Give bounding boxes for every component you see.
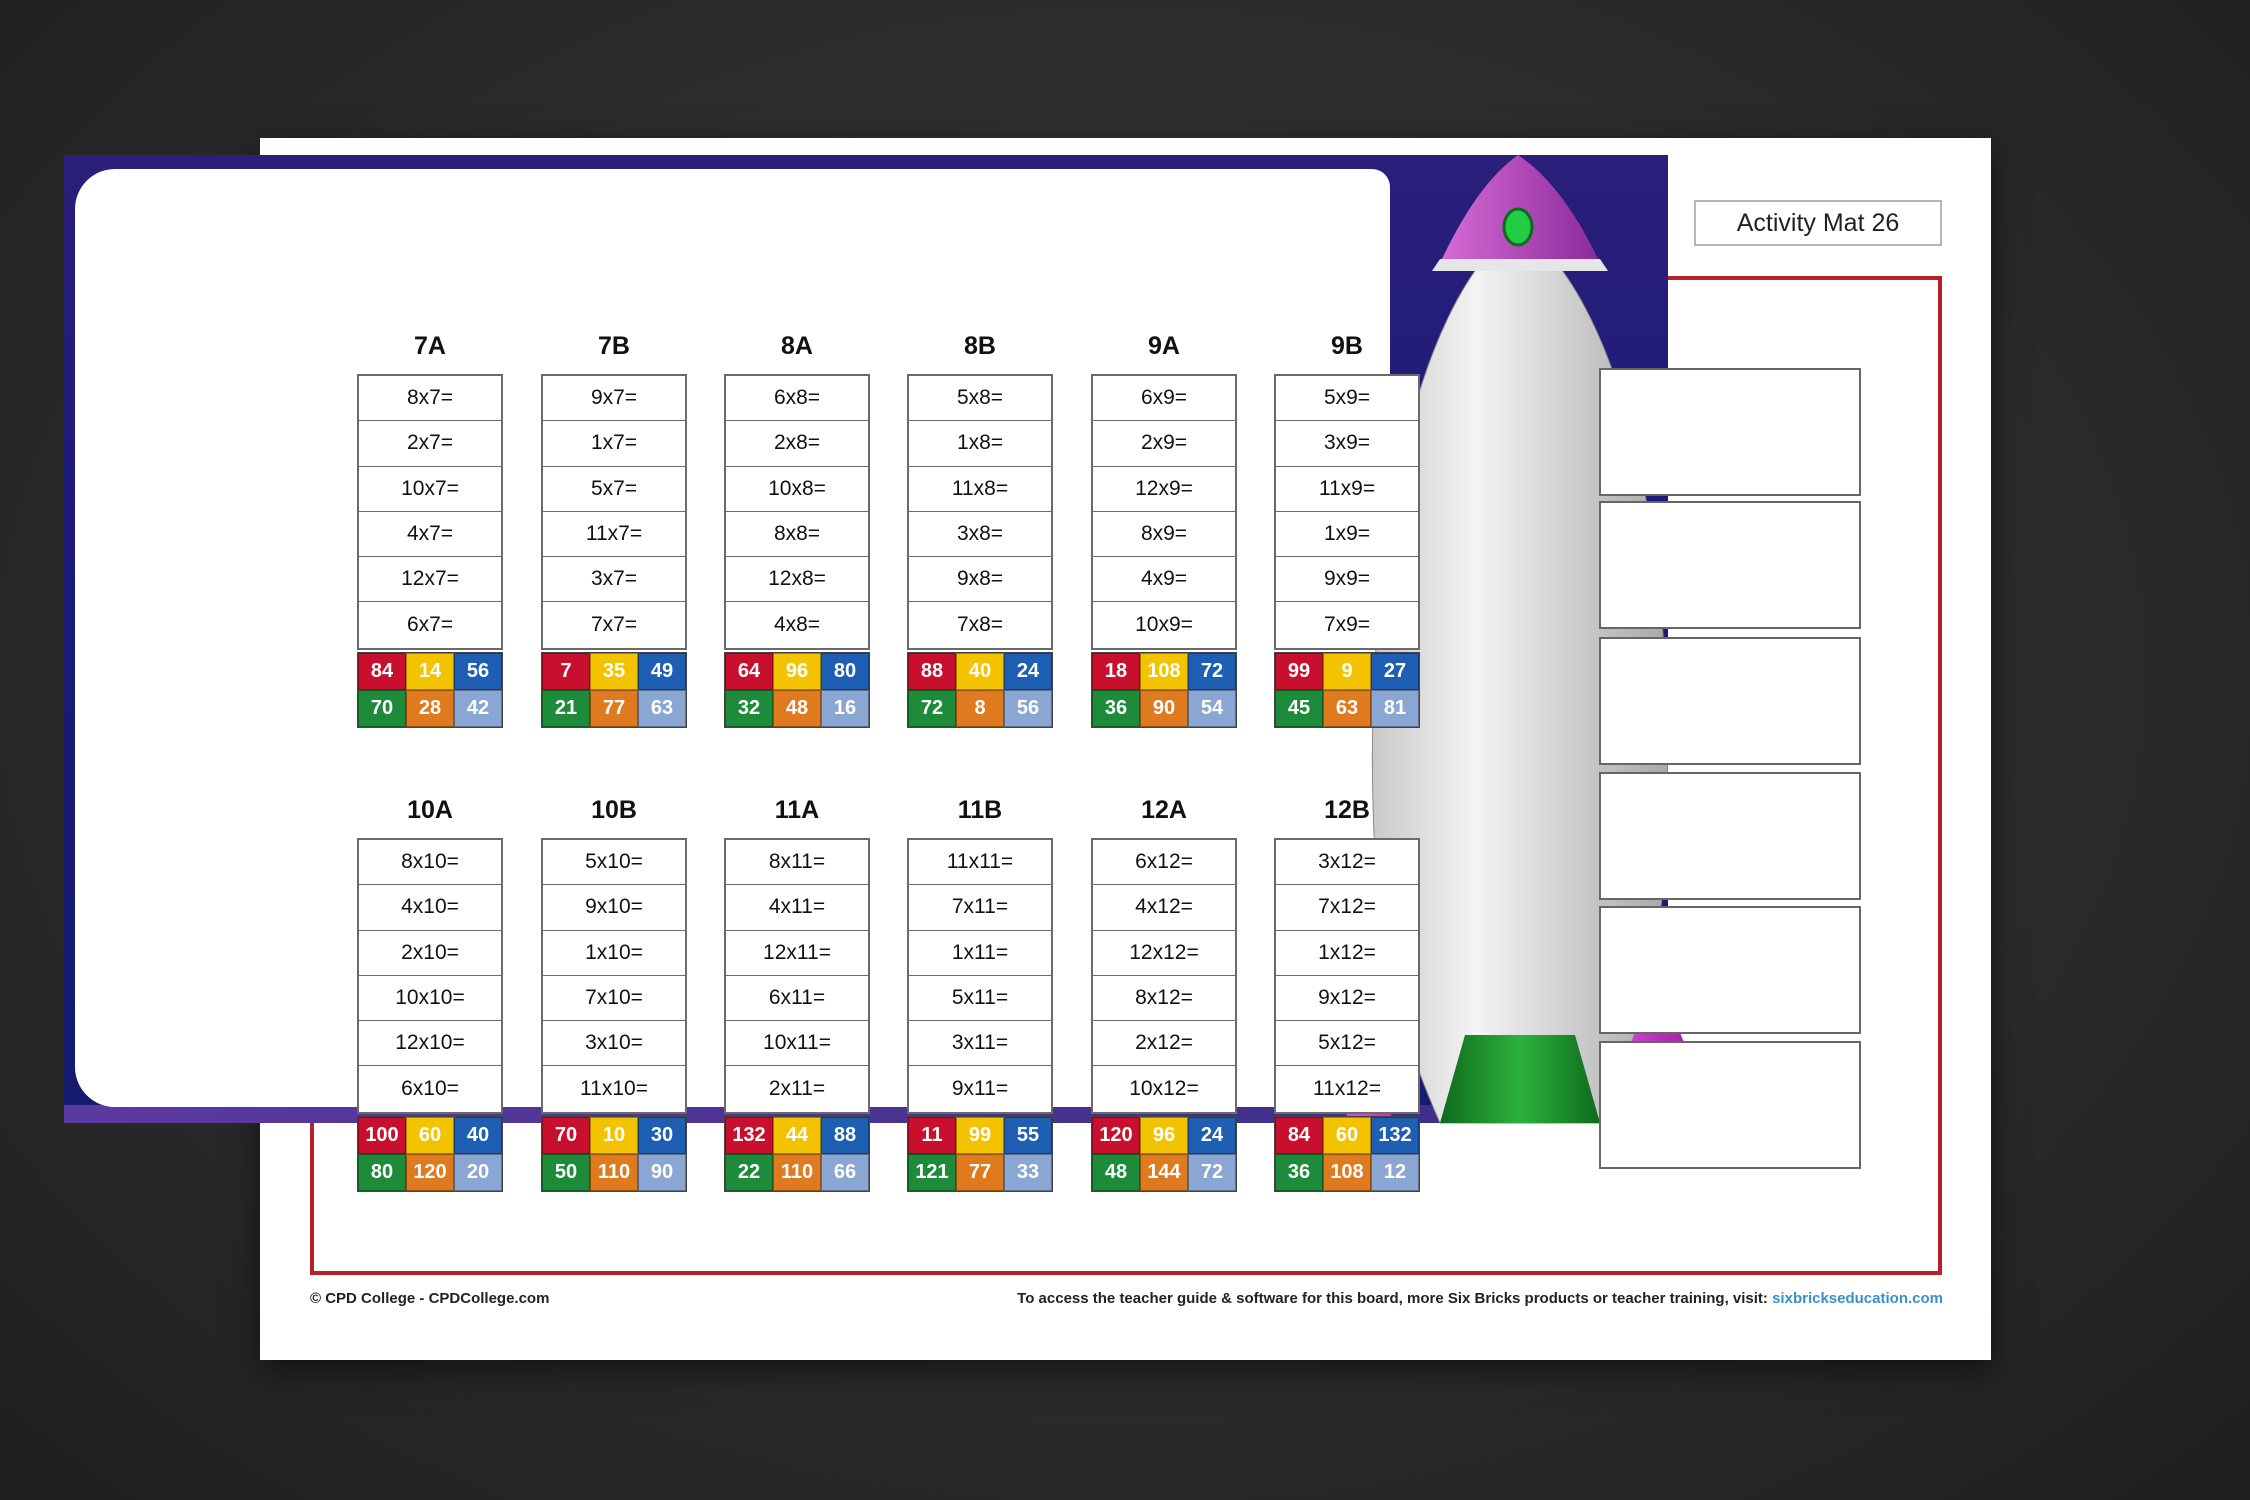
question: 4x9= (1093, 557, 1235, 602)
answer-brick[interactable]: 11 (908, 1117, 956, 1154)
answer-bricks (541, 652, 687, 728)
question: 6x12= (1093, 840, 1235, 885)
question: 11x12= (1313, 1077, 1381, 1101)
group-label: 8B (964, 332, 996, 360)
answer-brick[interactable]: 45 (1275, 690, 1323, 727)
answer-slot[interactable] (1599, 906, 1861, 1034)
question: 7x10= (543, 976, 685, 1021)
group-label: 8A (781, 332, 813, 360)
answer-brick[interactable]: 8 (956, 690, 1004, 727)
question: 8x8= (726, 512, 868, 557)
answer-brick[interactable]: 60 (406, 1117, 454, 1154)
answer-brick[interactable]: 110 (590, 1154, 638, 1191)
question: 3x10= (543, 1021, 685, 1066)
answer-brick[interactable]: 84 (1275, 1117, 1323, 1154)
answer-brick[interactable]: 42 (454, 690, 502, 727)
answer-brick[interactable]: 72 (908, 690, 956, 727)
answer-brick[interactable]: 144 (1140, 1154, 1188, 1191)
question: 5x8= (909, 376, 1051, 421)
answer-bricks (357, 1116, 503, 1192)
answer-brick[interactable]: 36 (1275, 1154, 1323, 1191)
question: 11x11= (909, 840, 1051, 885)
answer-bricks (907, 1116, 1053, 1192)
footer-link[interactable]: sixbrickseducation.com (1772, 1290, 1943, 1307)
question: 1x9= (1276, 512, 1418, 557)
question: 2x11= (768, 1077, 826, 1101)
question-list (357, 838, 503, 1114)
question: 12x11= (726, 931, 868, 976)
rocket-nose-band (1432, 259, 1608, 271)
question: 5x10= (543, 840, 685, 885)
answer-brick[interactable]: 66 (821, 1154, 869, 1191)
answer-brick[interactable]: 100 (358, 1117, 406, 1154)
question-list (1274, 838, 1420, 1114)
question: 1x10= (543, 931, 685, 976)
question: 7x11= (909, 885, 1051, 930)
answer-brick[interactable]: 50 (542, 1154, 590, 1191)
question: 3x9= (1276, 421, 1418, 466)
group-label: 9A (1148, 332, 1180, 360)
answer-slot[interactable] (1599, 772, 1861, 900)
answer-brick[interactable]: 108 (1140, 653, 1188, 690)
question: 9x7= (543, 376, 685, 421)
answer-brick[interactable]: 60 (1323, 1117, 1371, 1154)
question-list (541, 838, 687, 1114)
question: 4x10= (359, 885, 501, 930)
answer-slot[interactable] (1599, 637, 1861, 765)
question: 6x10= (401, 1077, 459, 1101)
answer-brick[interactable]: 7 (542, 653, 590, 690)
answer-brick[interactable]: 22 (725, 1154, 773, 1191)
answer-brick[interactable]: 88 (908, 653, 956, 690)
question: 6x8= (726, 376, 868, 421)
answer-brick[interactable]: 18 (1092, 653, 1140, 690)
answer-brick[interactable]: 10 (590, 1117, 638, 1154)
group-label: 7B (598, 332, 630, 360)
question: 5x11= (909, 976, 1051, 1021)
question: 6x11= (726, 976, 868, 1021)
question: 12x9= (1093, 467, 1235, 512)
answer-brick[interactable]: 120 (406, 1154, 454, 1191)
question: 6x7= (406, 613, 454, 637)
answer-bricks (907, 652, 1053, 728)
answer-brick[interactable]: 132 (725, 1117, 773, 1154)
group-label: 9B (1331, 332, 1363, 360)
answer-brick[interactable]: 80 (358, 1154, 406, 1191)
group-label: 7A (414, 332, 446, 360)
question: 10x8= (726, 467, 868, 512)
footer-notice (1017, 1290, 1943, 1307)
question: 7x9= (1323, 613, 1371, 637)
answer-brick[interactable]: 80 (821, 653, 869, 690)
answer-bricks (1274, 1116, 1420, 1192)
question: 5x9= (1276, 376, 1418, 421)
question: 11x8= (909, 467, 1051, 512)
question: 2x8= (726, 421, 868, 466)
question: 5x7= (543, 467, 685, 512)
answer-brick[interactable]: 21 (542, 690, 590, 727)
answer-slot[interactable] (1599, 1041, 1861, 1169)
answer-brick[interactable]: 108 (1323, 1154, 1371, 1191)
question-list (907, 838, 1053, 1114)
question: 2x12= (1093, 1021, 1235, 1066)
question: 6x9= (1093, 376, 1235, 421)
group-label: 12B (1324, 796, 1370, 824)
question-list (1274, 374, 1420, 650)
question: 11x7= (543, 512, 685, 557)
footer-copyright: © CPD College - CPDCollege.com (310, 1290, 550, 1307)
question: 8x7= (359, 376, 501, 421)
answer-brick[interactable]: 54 (1188, 690, 1236, 727)
answer-bricks (357, 652, 503, 728)
footer-notice-text: To access the teacher guide & software for this board, more Six Bricks products or teacher training, visit: (1017, 1290, 1773, 1307)
question: 8x12= (1093, 976, 1235, 1021)
question: 12x7= (359, 557, 501, 602)
answer-brick[interactable]: 48 (773, 690, 821, 727)
rocket-nozzle (1440, 1035, 1600, 1123)
question-list (357, 374, 503, 650)
answer-brick[interactable]: 81 (1371, 690, 1419, 727)
answer-brick[interactable]: 72 (1188, 1154, 1236, 1191)
question: 10x10= (359, 976, 501, 1021)
question-list (541, 374, 687, 650)
activity-mat-label: Activity Mat 26 (1694, 200, 1942, 246)
answer-brick[interactable]: 36 (1092, 690, 1140, 727)
question: 9x10= (543, 885, 685, 930)
answer-brick[interactable]: 44 (773, 1117, 821, 1154)
question: 12x8= (726, 557, 868, 602)
question: 3x11= (909, 1021, 1051, 1066)
group-label: 10B (591, 796, 637, 824)
answer-brick[interactable]: 33 (1004, 1154, 1052, 1191)
question-list (1091, 838, 1237, 1114)
answer-brick[interactable]: 32 (725, 690, 773, 727)
answer-brick[interactable]: 63 (1323, 690, 1371, 727)
answer-slot[interactable] (1599, 501, 1861, 629)
answer-brick[interactable]: 77 (956, 1154, 1004, 1191)
answer-brick[interactable]: 30 (638, 1117, 686, 1154)
question-list (724, 838, 870, 1114)
answer-bricks (1274, 652, 1420, 728)
answer-brick[interactable]: 70 (358, 690, 406, 727)
question: 8x9= (1093, 512, 1235, 557)
answer-brick[interactable]: 63 (638, 690, 686, 727)
answer-bricks (541, 1116, 687, 1192)
answer-bricks (724, 1116, 870, 1192)
answer-brick[interactable]: 132 (1371, 1117, 1419, 1154)
answer-brick[interactable]: 48 (1092, 1154, 1140, 1191)
answer-bricks (1091, 1116, 1237, 1192)
answer-brick[interactable]: 84 (358, 653, 406, 690)
answer-brick[interactable]: 24 (1004, 653, 1052, 690)
answer-brick[interactable]: 27 (1371, 653, 1419, 690)
answer-brick[interactable]: 55 (1004, 1117, 1052, 1154)
answer-brick[interactable]: 121 (908, 1154, 956, 1191)
star (1654, 1261, 1660, 1267)
question-list (1091, 374, 1237, 650)
answer-brick[interactable]: 96 (1140, 1117, 1188, 1154)
answer-brick[interactable]: 77 (590, 690, 638, 727)
answer-slot[interactable] (1599, 368, 1861, 496)
question: 7x12= (1276, 885, 1418, 930)
answer-brick[interactable]: 28 (406, 690, 454, 727)
question: 4x7= (359, 512, 501, 557)
answer-brick[interactable]: 88 (821, 1117, 869, 1154)
question: 10x11= (726, 1021, 868, 1066)
question: 2x7= (359, 421, 501, 466)
answer-brick[interactable]: 40 (454, 1117, 502, 1154)
question: 1x8= (909, 421, 1051, 466)
answer-brick[interactable]: 120 (1092, 1117, 1140, 1154)
answer-brick[interactable]: 9 (1323, 653, 1371, 690)
question: 10x12= (1129, 1077, 1199, 1101)
answer-brick[interactable]: 35 (590, 653, 638, 690)
group-label: 12A (1141, 796, 1187, 824)
question: 3x7= (543, 557, 685, 602)
question: 7x7= (590, 613, 638, 637)
question: 12x12= (1093, 931, 1235, 976)
question: 7x8= (956, 613, 1004, 637)
answer-brick[interactable]: 20 (454, 1154, 502, 1191)
question: 3x8= (909, 512, 1051, 557)
question-list (907, 374, 1053, 650)
question-list (724, 374, 870, 650)
answer-brick[interactable]: 14 (406, 653, 454, 690)
answer-brick[interactable]: 16 (821, 690, 869, 727)
question: 8x10= (359, 840, 501, 885)
question: 9x11= (951, 1077, 1009, 1101)
rocket-window (1504, 209, 1532, 245)
answer-bricks (724, 652, 870, 728)
question: 1x12= (1276, 931, 1418, 976)
answer-brick[interactable]: 99 (956, 1117, 1004, 1154)
answer-brick[interactable]: 99 (1275, 653, 1323, 690)
answer-brick[interactable]: 96 (773, 653, 821, 690)
question: 4x12= (1093, 885, 1235, 930)
question: 1x7= (543, 421, 685, 466)
question: 11x9= (1276, 467, 1418, 512)
question: 3x12= (1276, 840, 1418, 885)
question: 9x12= (1276, 976, 1418, 1021)
answer-brick[interactable]: 24 (1188, 1117, 1236, 1154)
answer-brick[interactable]: 64 (725, 653, 773, 690)
question: 9x8= (909, 557, 1051, 602)
group-label: 10A (407, 796, 453, 824)
question: 8x11= (726, 840, 868, 885)
question: 4x11= (726, 885, 868, 930)
question: 9x9= (1276, 557, 1418, 602)
question: 10x9= (1135, 613, 1193, 637)
question: 11x10= (580, 1077, 648, 1101)
question: 10x7= (359, 467, 501, 512)
question: 5x12= (1276, 1021, 1418, 1066)
answer-brick[interactable]: 110 (773, 1154, 821, 1191)
answer-brick[interactable]: 56 (1004, 690, 1052, 727)
group-label: 11A (774, 796, 820, 824)
question: 4x8= (773, 613, 821, 637)
group-label: 11B (957, 796, 1003, 824)
answer-brick[interactable]: 56 (454, 653, 502, 690)
answer-bricks (1091, 652, 1237, 728)
question: 1x11= (909, 931, 1051, 976)
answer-brick[interactable]: 72 (1188, 653, 1236, 690)
answer-brick[interactable]: 90 (1140, 690, 1188, 727)
question: 2x9= (1093, 421, 1235, 466)
answer-brick[interactable]: 90 (638, 1154, 686, 1191)
question: 2x10= (359, 931, 501, 976)
answer-brick[interactable]: 40 (956, 653, 1004, 690)
answer-brick[interactable]: 49 (638, 653, 686, 690)
answer-brick[interactable]: 70 (542, 1117, 590, 1154)
question: 12x10= (359, 1021, 501, 1066)
answer-brick[interactable]: 12 (1371, 1154, 1419, 1191)
